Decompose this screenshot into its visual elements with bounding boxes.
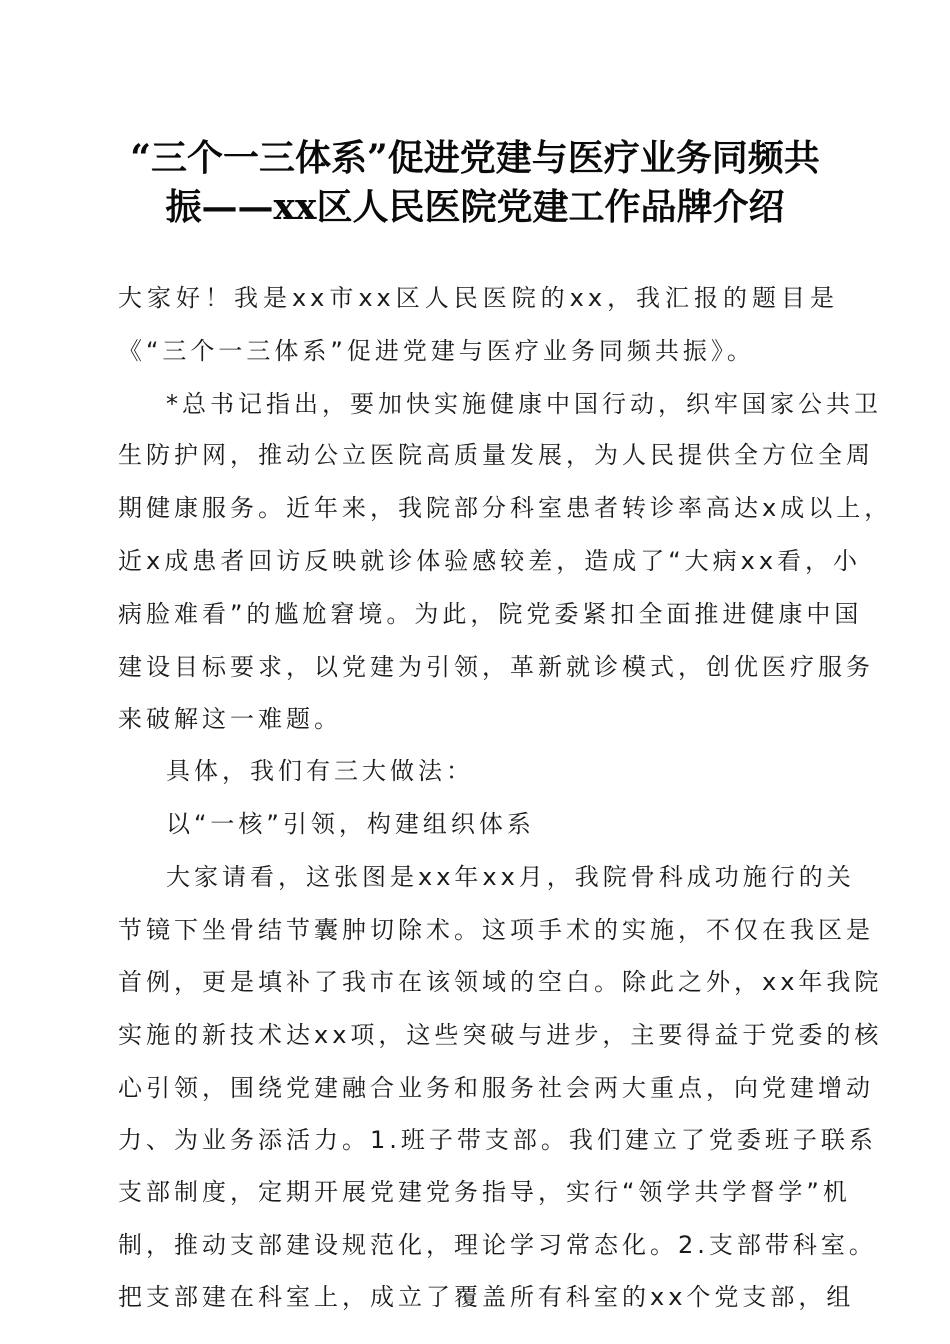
body-text-line: 心引领，围绕党建融合业务和服务社会两大重点，向党建增动 <box>118 1074 874 1102</box>
body-text-line: 建设目标要求，以党建为引领，革新就诊模式，创优医疗服务 <box>118 653 874 681</box>
body-text-line: 以“一核”引领，构建组织体系 <box>166 810 535 838</box>
body-text-line: 支部制度，定期开展党建党务指导，实行“领学共学督学”机 <box>118 1178 851 1206</box>
document-title-line-1: “三个一三体系”促进党建与医疗业务同频共 <box>130 137 820 179</box>
body-text-line: 力、为业务添活力。1.班子带支部。我们建立了党委班子联系 <box>118 1126 877 1154</box>
body-text-line: 近x成患者回访反映就诊体验感较差，造成了“大病xx看，小 <box>118 547 862 575</box>
body-text-line: 来破解这一难题。 <box>118 705 342 733</box>
body-text-line: 大家请看，这张图是xx年xx月，我院骨科成功施行的关 <box>166 863 855 891</box>
body-text-line: 实施的新技术达xx项，这些突破与进步，主要得益于党委的核 <box>118 1021 883 1049</box>
body-text-line: 节镜下坐骨结节囊肿切除术。这项手术的实施，不仅在我区是 <box>118 916 874 944</box>
body-text-line: *总书记指出，要加快实施健康中国行动，织牢国家公共卫 <box>166 390 882 418</box>
body-text-line: 具体，我们有三大做法： <box>166 757 474 785</box>
body-text-line: 制，推动支部建设规范化，理论学习常态化。2.支部带科室。 <box>118 1231 877 1259</box>
body-text-line: 首例，更是填补了我市在该领域的空白。除此之外，xx年我院 <box>118 968 883 996</box>
body-text-line: 期健康服务。近年来，我院部分科室患者转诊率高达x成以上， <box>118 494 893 522</box>
body-text-line: 大家好！我是xx市xx区人民医院的xx，我汇报的题目是 <box>118 284 838 312</box>
body-text-line: 把支部建在科室上，成立了覆盖所有科室的xx个党支部，组 <box>118 1283 855 1311</box>
body-text-line: 《“三个一三体系”促进党建与医疗业务同频共振》。 <box>118 337 755 365</box>
body-text-line: 病脸难看”的尴尬窘境。为此，院党委紧扣全面推进健康中国 <box>118 600 863 628</box>
document-title-line-2: 振——xx区人民医院党建工作品牌介绍 <box>165 186 785 228</box>
body-text-line: 生防护网，推动公立医院高质量发展，为人民提供全方位全周 <box>118 441 874 469</box>
